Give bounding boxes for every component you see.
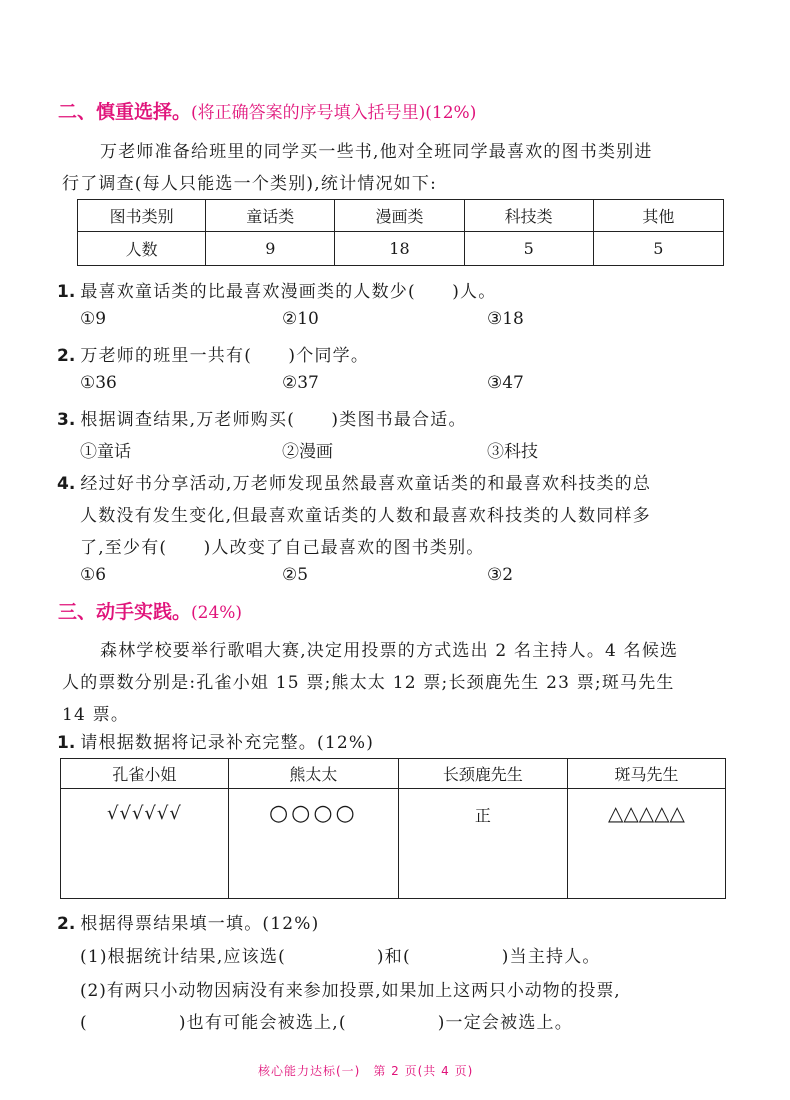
book-table-header-cell: 图书类别: [78, 200, 206, 232]
section-2-heading: [58, 97, 476, 124]
vote-table-header-cell: 熊太太: [228, 759, 398, 789]
option-c: ③科技: [487, 442, 538, 462]
question-text: 万老师的班里一共有( )个同学。: [80, 346, 370, 366]
option-a: ①9: [80, 309, 107, 329]
question-number: 3.: [57, 410, 76, 430]
section-3-note: (24%): [191, 603, 243, 623]
sub-question-2-line-1: (2)有两只小动物因病没有来参加投票,如果加上这两只小动物的投票,: [80, 981, 621, 1001]
question-number: 4.: [57, 474, 76, 494]
section-2-intro-line-1: 万老师准备给班里的同学买一些书,他对全班同学最喜欢的图书类别进: [100, 142, 653, 162]
book-table-value-cell: 9: [206, 232, 335, 266]
question-text: 根据调查结果,万老师购买( )类图书最合适。: [80, 410, 467, 430]
sub-question-1: (1)根据统计结果,应该选( )和( )当主持人。: [80, 947, 601, 967]
question-text: 最喜欢童话类的比最喜欢漫画类的人数少( )人。: [80, 282, 497, 302]
option-b: ②5: [282, 565, 309, 585]
book-table-value-cell: 5: [593, 232, 723, 266]
vote-table-header-cell: 长颈鹿先生: [398, 759, 567, 789]
question-3: [57, 405, 467, 430]
question-number: 2.: [57, 914, 76, 934]
section-3-intro-line-1: 森林学校要举行歌唱大赛,决定用投票的方式选出 2 名主持人。4 名候选: [100, 641, 679, 661]
section-3-intro-line-3: 14 票。: [62, 705, 130, 725]
option-a: ①童话: [80, 442, 131, 462]
question-1: [57, 277, 496, 302]
vote-table-header-row: [61, 759, 726, 789]
section-3-heading: [58, 597, 242, 624]
book-table-value-cell: 5: [464, 232, 593, 266]
vote-marks-cell[interactable]: 正: [398, 789, 567, 899]
option-b: ②37: [282, 373, 319, 393]
option-c: ③18: [487, 309, 524, 329]
question-2: [57, 341, 369, 366]
book-table-value-cell: 18: [335, 232, 464, 266]
book-table-data-row: [78, 232, 724, 266]
question-text-line-1: 经过好书分享活动,万老师发现虽然最喜欢童话类的和最喜欢科技类的总: [80, 474, 652, 494]
section-2-note: (将正确答案的序号填入括号里)(12%): [191, 103, 477, 123]
question-text: 根据得票结果填一填。(12%): [80, 914, 320, 934]
question-4: [57, 469, 651, 494]
question-text-line-3: 了,至少有( )人改变了自己最喜欢的图书类别。: [80, 538, 485, 558]
book-category-table: [77, 199, 724, 266]
section-2-intro-line-2: 行了调查(每人只能选一个类别),统计情况如下:: [62, 174, 437, 194]
scan-blur-artifact: [672, 134, 742, 160]
option-b: ②漫画: [282, 442, 333, 462]
section-2-title: 二、慎重选择。: [58, 101, 192, 123]
page-footer: 核心能力达标(一) 第 2 页(共 4 页): [258, 1064, 474, 1078]
sub-question-2-line-2: ( )也有可能会被选上,( )一定会被选上。: [80, 1013, 573, 1033]
question-number: 1.: [57, 733, 76, 753]
book-table-header-cell: 其他: [593, 200, 723, 232]
book-table-header-cell: 科技类: [464, 200, 593, 232]
section-3-intro-line-2: 人的票数分别是:孔雀小姐 15 票;熊太太 12 票;长颈鹿先生 23 票;斑马先生: [62, 673, 675, 693]
book-table-header-cell: 漫画类: [335, 200, 464, 232]
book-table-header-row: [78, 200, 724, 232]
section-3-title: 三、动手实践。: [58, 601, 192, 623]
practice-question-2: [57, 909, 319, 934]
question-text-line-2: 人数没有发生变化,但最喜欢童话类的人数和最喜欢科技类的人数同样多: [80, 506, 651, 526]
vote-record-table: [60, 758, 726, 899]
vote-marks-cell[interactable]: √√√√√√: [61, 789, 229, 899]
practice-question-1: [57, 728, 374, 753]
question-text: 请根据数据将记录补充完整。(12%): [80, 733, 375, 753]
vote-table-marks-row: [61, 789, 726, 899]
vote-table-header-cell: 孔雀小姐: [61, 759, 229, 789]
book-table-header-cell: 童话类: [206, 200, 335, 232]
vote-table-header-cell: 斑马先生: [567, 759, 725, 789]
option-a: ①36: [80, 373, 117, 393]
question-number: 1.: [57, 282, 76, 302]
question-number: 2.: [57, 346, 76, 366]
option-c: ③2: [487, 565, 514, 585]
option-a: ①6: [80, 565, 107, 585]
vote-marks-cell[interactable]: △△△△△: [567, 789, 725, 899]
book-table-row-label: 人数: [78, 232, 206, 266]
vote-marks-cell[interactable]: ○○○○: [228, 789, 398, 899]
option-b: ②10: [282, 309, 319, 329]
option-c: ③47: [487, 373, 524, 393]
